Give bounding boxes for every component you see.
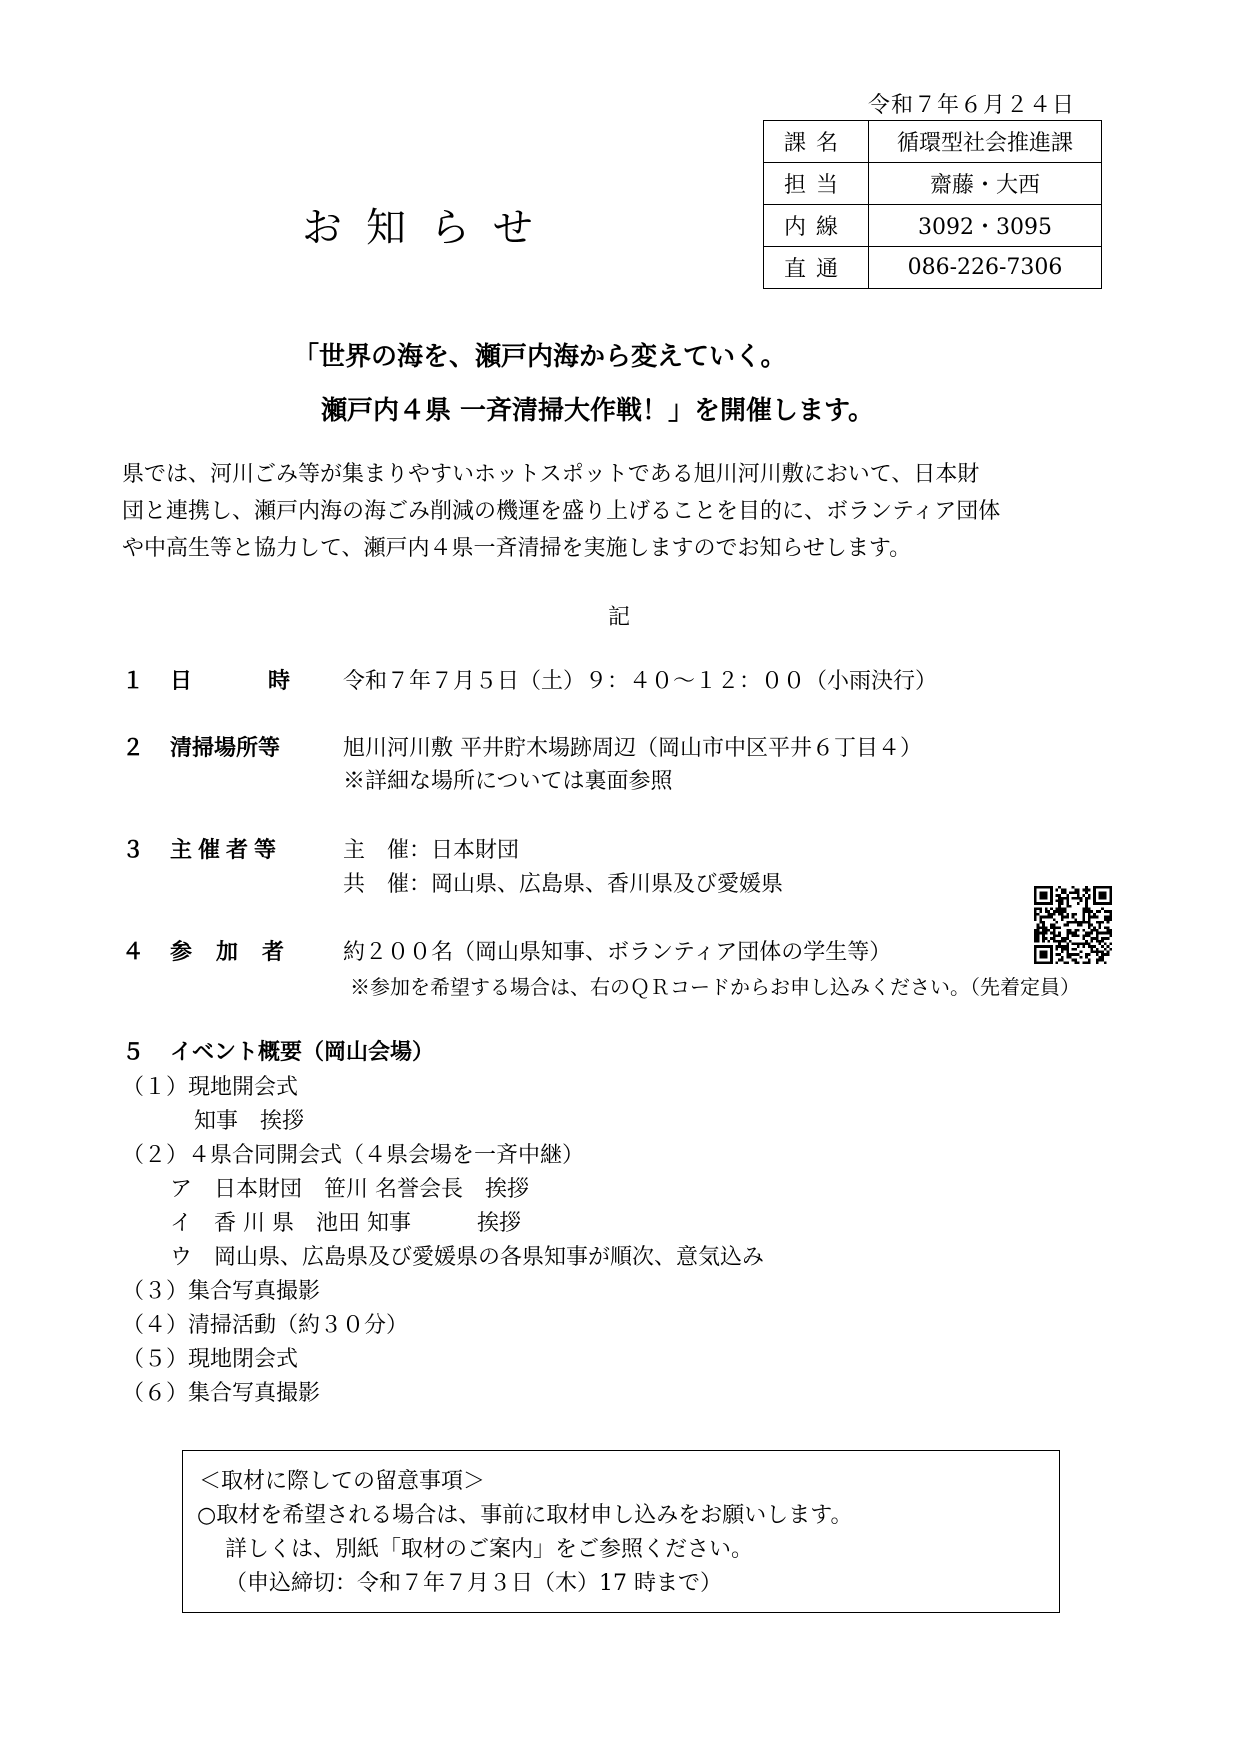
contact-value: 齋藤・大西: [869, 163, 1102, 205]
item-number: ２: [122, 736, 145, 761]
schedule-item: （６）集合写真撮影: [122, 1381, 321, 1406]
contact-value: 循環型社会推進課: [869, 121, 1102, 163]
place-value: 旭川河川敷 平井貯木場跡周辺（岡山市中区平井６丁目４）: [343, 736, 922, 761]
notes-line: 詳しくは、別紙「取材のご案内」をご参照ください。: [225, 1537, 754, 1562]
headline-line-1: 「世界の海を、瀬戸内海から変えていく。: [293, 342, 787, 372]
contact-row: [764, 163, 1102, 205]
schedule-item: （１）現地開会式: [122, 1075, 299, 1100]
datetime-value: 令和７年７月５日（土）９：４０～１２：００（小雨決行）: [343, 669, 938, 694]
ki-marker: 記: [608, 605, 631, 630]
intro-line: 団と連携し、瀬戸内海の海ごみ削減の機運を盛り上げることを目的に、ボランティア団体: [122, 499, 1001, 524]
contact-table: [763, 120, 1102, 289]
item-label: 時: [268, 669, 291, 694]
schedule-subitem: ア 日本財団 笹川 名誉会長 挨拶: [170, 1177, 529, 1202]
item-number: ５: [122, 1040, 145, 1065]
notice-title: お知らせ: [302, 205, 557, 251]
item-label: 主催者等: [170, 838, 283, 863]
place-note: ※詳細な場所については裏面参照: [343, 769, 673, 794]
issue-date: 令和７年６月２４日: [868, 93, 1076, 118]
qr-code[interactable]: [1034, 886, 1112, 964]
item-number: ４: [122, 940, 145, 965]
contact-key: 担当: [764, 163, 869, 205]
contact-row: [764, 247, 1102, 289]
item-number: １: [122, 669, 145, 694]
co-organizer-line: 共 催：岡山県、広島県、香川県及び愛媛県: [343, 872, 784, 897]
item-label: 日: [170, 669, 193, 694]
schedule-item: （４）清掃活動（約３０分）: [122, 1313, 409, 1338]
item-label: 清掃場所等: [170, 736, 281, 761]
item-number: ３: [122, 838, 145, 863]
contact-value: 3092・3095: [869, 205, 1102, 247]
schedule-subitem: 知事 挨拶: [194, 1109, 305, 1134]
notes-line: ○取材を希望される場合は、事前に取材申し込みをお願いします。: [197, 1503, 853, 1528]
contact-row: [764, 205, 1102, 247]
schedule-item: （２）４県合同開会式（４県会場を一斉中継）: [122, 1143, 585, 1168]
press-notes-box: [182, 1450, 1060, 1613]
intro-line: や中高生等と協力して、瀬戸内４県一斉清掃を実施しますのでお知らせします。: [122, 536, 912, 561]
notes-heading: ＜取材に際しての留意事項＞: [199, 1469, 486, 1494]
item-label: イベント概要（岡山会場）: [170, 1040, 435, 1065]
contact-key: 直通: [764, 247, 869, 289]
intro-line: 県では、河川ごみ等が集まりやすいホットスポットである旭川河川敷において、日本財: [122, 462, 980, 487]
schedule-subitem: ウ 岡山県、広島県及び愛媛県の各県知事が順次、意気込み: [170, 1245, 765, 1270]
schedule-item: （５）現地閉会式: [122, 1347, 299, 1372]
contact-row: [764, 121, 1102, 163]
schedule-item: （３）集合写真撮影: [122, 1279, 321, 1304]
contact-key: 課名: [764, 121, 869, 163]
notes-deadline: （申込締切：令和７年７月３日（木）17 時まで）: [225, 1571, 722, 1596]
headline-line-2: 瀬戸内４県 一斉清掃大作戦！」を開催します。: [321, 396, 874, 426]
contact-key: 内線: [764, 205, 869, 247]
contact-value: 086-226-7306: [869, 247, 1102, 289]
participants-value: 約２００名（岡山県知事、ボランティア団体の学生等）: [343, 940, 892, 965]
organizer-line: 主 催：日本財団: [343, 838, 520, 863]
item-label: 参加者: [170, 940, 309, 965]
participants-note: ※参加を希望する場合は、右のＱＲコードからお申し込みください。（先着定員）: [350, 975, 1080, 999]
schedule-subitem: イ 香 川 県 池田 知事 挨拶: [170, 1211, 521, 1236]
